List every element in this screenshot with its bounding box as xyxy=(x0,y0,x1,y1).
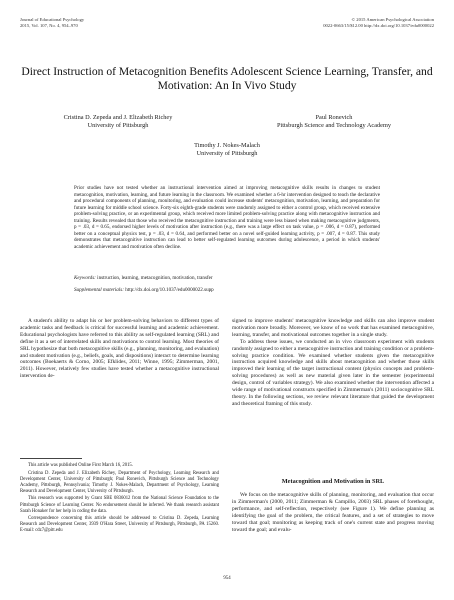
abstract xyxy=(74,185,380,250)
author-affiliation: University of Pittsburgh xyxy=(196,149,258,157)
doi-line: 0022-0663/15/$12.00 http://dx.doi.org/10.1037/edu0000022 xyxy=(323,22,434,28)
supplemental-link[interactable]: http://dx.doi.org/10.1037/edu0000022.supp xyxy=(125,287,214,293)
author-names: Cristina D. Zepeda and J. Elizabeth Richey xyxy=(63,114,173,121)
footnotes xyxy=(20,463,219,536)
supplemental-label: Supplemental materials: xyxy=(74,287,124,293)
abstract-text: Prior studies have not tested whether an instructional intervention aimed at improving metacognitive skills results in changes to student metacognition, motivation, learning, and future learning in the classroom. We examined whether a 6-hr intervention designed to teach the declarative and procedural components of planning, monitoring, and evaluation could increase students' metacognition, motivation, learning, and preparation for future learning for middle school science. Forty-six eighth-grade students were randomly assigned to either a control group, which received extensive problem-solving practice, or an experimental group, which received more limited problem-solving practice along with metacognitive instruction and training. Results revealed that those who received the metacognitive instruction and training were less biased when making metacognitive judgments, p = .03, d = 0.65, endorsed higher levels of motivation after instruction (e.g., there was a large effect on task value, p = .006, d = 0.87), performed better on a conceptual physics test, p = .03, d = 0.64, and performed better on a novel self-guided learning activity, p = .007, d = 0.87. This study demonstrates that metacognitive instruction can lead to better self-regulated learning outcomes during adolescence, a period in which students' academic achievement and motivation often decline. xyxy=(74,185,380,250)
author-names: Paul Ronevich xyxy=(315,114,353,121)
body-paragraph: signed to improve students' metacognitive knowledge and skills can also improve student motivation more broadly. Moreover, we know of no work that has examined metacognitive, learning, transfer, and motivational outcomes together in a single study. xyxy=(232,318,434,338)
author-affiliation: University of Pittsburgh xyxy=(87,121,149,129)
copyright-notice: © 2015 American Psychological Association xyxy=(351,17,434,22)
body-column-right xyxy=(232,318,434,408)
body-paragraph: A student's ability to adapt his or her problem-solving behaviors to different types of academic tasks and feedback is critical for successful learning and academic achievement. Educational psychologists have referred to this ability as self-regulated learning (SRL) and define it as a set of interrelated skills and motivations to control learning. Most theories of SRL hypothesize that both metacognitive skills (e.g., planning, monitoring, and evaluation) and student motivation (e.g., beliefs, goals, and dispositions) interact to determine learning outcomes (Boekaerts & Corno, 2005; Efklides, 2011; Winne, 1995; Zimmerman, 2001, 2011). However, relatively few studies have tested whether a metacognitive instructional intervention de- xyxy=(20,318,219,380)
running-header-right xyxy=(214,17,434,29)
section-heading: Metacognition and Motivation in SRL xyxy=(281,478,385,485)
article-title: Direct Instruction of Metacognition Benefits Adolescent Science Learning, Transfer, and Motivation: An In Vivo Study xyxy=(21,65,433,93)
footnote: Correspondence concerning this article should be addressed to Cristina D. Zepeda, Learning Research and Development Center, 3939 O'Hara Street, University of Pittsburgh, Pittsburgh, PA 15260. E-mail: cdz7@pitt.edu xyxy=(20,516,219,534)
body-column-right-continued xyxy=(232,492,434,533)
footnote: Cristina D. Zepeda and J. Elizabeth Richey, Department of Psychology, Learning Research and Development Center, University of Pittsburgh; Paul Ronevich, Pittsburgh Science and Technology Academy, Pittsburgh, Pennsylvania; Timothy J. Nokes-Malach, Department of Psychology, Learning Research and Development Center, University of Pittsburgh. xyxy=(20,470,219,494)
author-block-1 xyxy=(20,114,216,129)
body-paragraph: We focus on the metacognitive skills of planning, monitoring, and evaluation that occur in Zimmerman's (2000, 2011; Zimmerman & Campillo, 2003) SRL phases of forethought, performance, and self-reflection, respectively (see Figure 1). We define planning as identifying the goal of the problem, the critical features, and a set of strategies to move toward that goal; monitoring as keeping track of one's current state and progress moving toward the goal; and evalu- xyxy=(232,492,434,533)
body-column-left xyxy=(20,318,219,380)
journal-issue: 2015, Vol. 107, No. 4, 954–970 xyxy=(20,22,78,28)
running-header-left xyxy=(20,17,220,29)
keywords-text: instruction, learning, metacognition, motivation, transfer xyxy=(97,275,213,281)
page-number: 954 xyxy=(223,576,231,581)
footnote-rule xyxy=(20,458,82,459)
footnote: This article was published Online First March 16, 2015. xyxy=(28,463,133,468)
author-affiliation: Pittsburgh Science and Technology Academy xyxy=(276,121,392,129)
body-paragraph: To address these issues, we conducted an in vivo classroom experiment with students randomly assigned to either a metacognitive instruction and training condition or a problem-solving practice condition. We examined whether students given the metacognitive instruction acquired knowledge and skills about metacognition and whether those skills improved their learning of the target instructional content (physics concepts and problem-solving procedures) as well as new material given later in the semester (experimental design, control of variables strategy). We also examined whether the intervention affected a wide range of motivational constructs specified in Zimmerman's (2011) sociocognitive SRL theory. In the following sections, we review relevant literature that guided the development and theoretical framing of this study. xyxy=(232,338,434,407)
keywords-line xyxy=(74,275,380,282)
journal-name: Journal of Educational Psychology xyxy=(20,17,85,22)
author-block-3 xyxy=(120,142,334,157)
keywords-label: Keywords: xyxy=(74,275,96,281)
supplemental-line xyxy=(74,287,380,294)
author-names: Timothy J. Nokes-Malach xyxy=(194,142,260,149)
footnote: This research was supported by Grant SBE 0836012 from the National Science Foundation to the Pittsburgh Science of Learning Center. No endorsement should be inferred. We thank research assistant Sarah Honaker for her help in coding the data. xyxy=(20,496,219,514)
author-block-2 xyxy=(236,114,432,129)
